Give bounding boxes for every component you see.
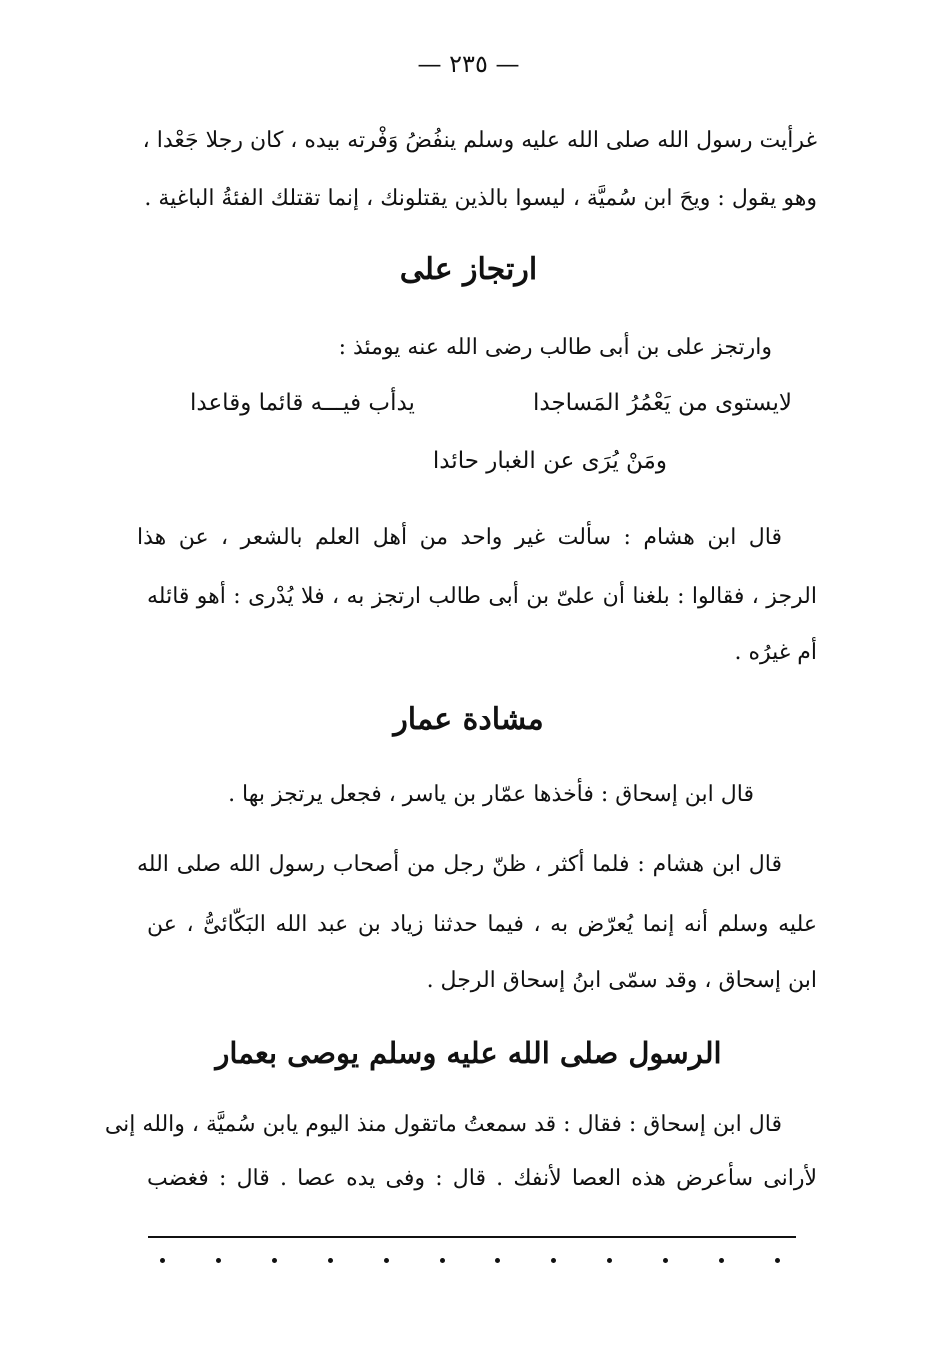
footnote-dots <box>160 1258 780 1270</box>
dot <box>607 1258 612 1263</box>
dot <box>384 1258 389 1263</box>
verse-intro: وارتجز على بن أبى طالب رضى الله عنه يومئذ : <box>338 335 772 360</box>
dot <box>775 1258 780 1263</box>
dot <box>663 1258 668 1263</box>
dot <box>719 1258 724 1263</box>
dot <box>551 1258 556 1263</box>
paragraph-line: قال ابن هشام : فلما أكثر ، ظنّ رجل من أصحاب رسول الله صلى الله <box>137 852 782 877</box>
paragraph-line: غرأيت رسول الله صلى الله عليه وسلم ينفُضُ وَفْرته بيده ، كان رجلا جَعْدا ، <box>142 128 817 153</box>
page-number: — ٢٣٥ — <box>417 50 520 78</box>
verse-hemistich: لايستوى من يَعْمُرُ المَساجدا <box>532 390 792 416</box>
verse-hemistich: يدأب فيـــه قائما وقاعدا <box>190 390 415 416</box>
paragraph-line: قال ابن إسحاق : فأخذها عمّار بن ياسر ، فجعل يرتجز بها . <box>228 782 754 807</box>
paragraph-line: الرجز ، فقالوا : بلغنا أن علىّ بن أبى طالب ارتجز به ، فلا يُدْرى : أهو قائله <box>147 584 817 609</box>
section-heading: الرسول صلى الله عليه وسلم يوصى بعمار <box>215 1036 722 1070</box>
dot <box>495 1258 500 1263</box>
footnote-rule <box>148 1236 796 1238</box>
dot <box>160 1258 165 1263</box>
section-heading: ارتجاز على <box>399 252 538 287</box>
dot <box>272 1258 277 1263</box>
paragraph-line: ابن إسحاق ، وقد سمّى ابنُ إسحاق الرجل . <box>426 968 817 993</box>
paragraph-line: وهو يقول : ويحَ ابن سُميَّة ، ليسوا بالذين يقتلونك ، إنما تقتلك الفئةُ الباغية . <box>144 186 817 211</box>
paragraph-line: عليه وسلم أنه إنما يُعرّض به ، فيما حدثنا زياد بن عبد الله البَكّائىُّ ، عن <box>147 912 817 937</box>
paragraph-line: قال ابن إسحاق : فقال : قد سمعتُ ماتقول منذ اليوم يابن سُميَّة ، والله إنى <box>104 1112 782 1137</box>
paragraph-line: أم غيرُه . <box>734 640 817 665</box>
section-heading: مشادة عمار <box>393 702 544 737</box>
dot <box>216 1258 221 1263</box>
verse-hemistich: ومَنْ يُرَى عن الغبار حائدا <box>432 448 667 474</box>
paragraph-line: لأرانى سأعرض هذه العصا لأنفك . قال : وفى يده عصا . قال : فغضب <box>147 1166 817 1191</box>
dot <box>440 1258 445 1263</box>
paragraph-line: قال ابن هشام : سألت غير واحد من أهل العلم بالشعر ، عن هذا <box>137 525 782 550</box>
dot <box>328 1258 333 1263</box>
